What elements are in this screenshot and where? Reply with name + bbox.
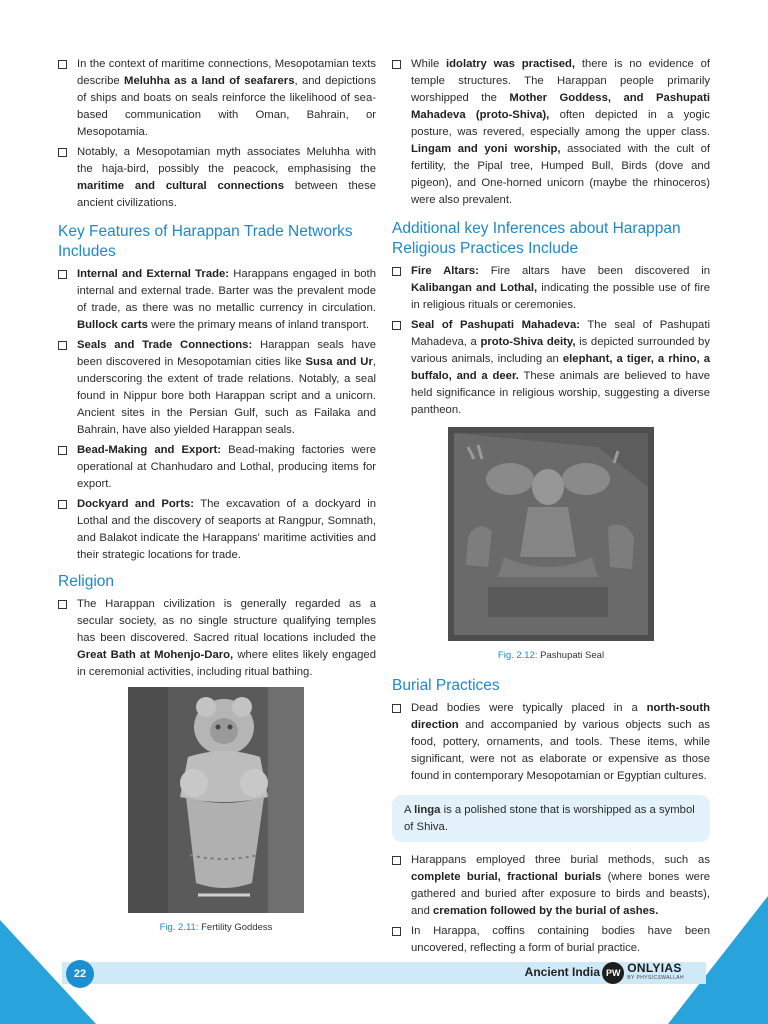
figure-caption (128, 919, 304, 936)
fertility-goddess-image (128, 687, 304, 913)
bold-text: Kalibangan and Lothal, (411, 282, 538, 294)
checkbox-bullet-icon (392, 321, 401, 330)
pw-badge-icon: PW (602, 962, 624, 984)
checkbox-bullet-icon (58, 341, 67, 350)
bullet-item (392, 56, 710, 209)
figure-label: Fig. 2.11: (159, 922, 199, 933)
checkbox-bullet-icon (392, 704, 401, 713)
right-column (392, 56, 710, 960)
page-number: 22 (66, 960, 94, 988)
body-text: These animals are believed to have held significance in religious worship, suggesting a diverse pantheon. (411, 370, 710, 416)
body-text: The seal of Pashupati Mahadeva, a (411, 319, 710, 348)
linga-note-box (392, 795, 710, 842)
section-heading-trade: Key Features of Harappan Trade Networks Includes (58, 223, 353, 260)
body-text: indicating the possible use of fire in religious rituals or ceremonies. (411, 282, 710, 311)
bullet-item (58, 442, 376, 493)
note-text-pre: A (404, 804, 415, 816)
section-heading-inferences: Additional key Inferences about Harappan Religious Practices Include (392, 220, 681, 257)
bullet-item (392, 317, 710, 419)
section-heading-religion: Religion (58, 573, 115, 590)
bold-text: Seal of Pashupati Mahadeva: (411, 319, 581, 331)
body-text: often depicted in a yogic posture, was revered, especially among the upper class. (411, 109, 710, 138)
checkbox-bullet-icon (392, 927, 401, 936)
book-title: Ancient India (524, 965, 600, 979)
body-text: Harappans engaged in both internal and external trade. Barter was the prevalent mode of trade, as there was no metallic currency in circulation. (77, 268, 376, 314)
brand-logo (602, 960, 684, 986)
body-text: (where bones were gathered and buried after exposure to birds and beasts), and (411, 871, 711, 917)
body-text: Harappan seals have been discovered in Mesopotamian cities like (77, 339, 376, 368)
bullet-list (58, 56, 376, 212)
body-text: , underscoring the extent of trade relations. Notably, a seal found in Nippur bore both Harappan script and a unicorn. Ancient sites in the Persian Gulf, such as Failaka and Bahrain, have also yielded Harappan seals. (77, 356, 376, 436)
section-heading-burial: Burial Practices (392, 677, 500, 694)
pashupati-seal-image (448, 427, 654, 641)
checkbox-bullet-icon (58, 446, 67, 455)
checkbox-bullet-icon (58, 270, 67, 279)
checkbox-bullet-icon (58, 600, 67, 609)
bold-text: Dockyard and Ports: (77, 498, 195, 510)
bullet-item (58, 496, 376, 564)
figure-fertility-goddess (58, 687, 376, 936)
brand-name: ONLYIAS (627, 961, 682, 975)
bold-text: Mother Goddess, and Pashupati Mahadeva (proto-Shiva), (411, 92, 710, 121)
note-text-bold: linga (414, 804, 441, 816)
bold-text: idolatry was practised, (446, 58, 576, 70)
bold-text: complete burial, fractional burials (411, 871, 602, 883)
bullet-item (392, 852, 710, 920)
bold-text: Susa and Ur (305, 356, 373, 368)
checkbox-bullet-icon (392, 267, 401, 276)
bold-text: Bead-Making and Export: (77, 444, 222, 456)
bullet-item (58, 144, 376, 212)
bullet-item (392, 263, 710, 314)
bold-text: cremation followed by the burial of ashes. (433, 905, 659, 917)
checkbox-bullet-icon (58, 500, 67, 509)
bold-text: Seals and Trade Connections: (77, 339, 253, 351)
body-text: Fire altars have been discovered in (478, 265, 710, 277)
bullet-item (58, 266, 376, 334)
bullet-item (58, 596, 376, 681)
body-text: where elites likely engaged in ceremonial activities, including ritual bathing. (77, 649, 376, 678)
note-text-post: is a polished stone that is worshipped as a symbol of Shiva. (404, 804, 695, 833)
bold-text: Lingam and yoni worship, (411, 143, 561, 155)
bold-text: Internal and External Trade: (77, 268, 230, 280)
bold-text: north-south direction (411, 702, 710, 731)
checkbox-bullet-icon (392, 60, 401, 69)
body-text: and accompanied by various objects such as food, pottery, ornaments, and tools. These items, while significant, were not as elaborate or expensive as those found in contemporary Mesopotamian or Egyptian cultures. (411, 719, 710, 782)
body-text: The excavation of a dockyard in Lothal and the discovery of seaports at Rangpur, Somnath, and Balakot indicate the Harappans' maritime activities and their strategic locations for trade. (77, 498, 376, 561)
bold-text: Fire Altars: (411, 265, 479, 277)
body-text: The Harappan civilization is generally regarded as a secular society, as no single structure qualifying temples has been discovered. Sacred ritual locations included the (77, 598, 376, 644)
body-text: Harappans employed three burial methods, such as (411, 854, 710, 866)
bold-text: elephant, a tiger, a rhino, a buffalo, and a deer. (411, 353, 710, 382)
bullet-list (392, 700, 710, 785)
bullet-item (58, 337, 376, 439)
bold-text: maritime and cultural connections (77, 180, 284, 192)
bullet-list (392, 263, 710, 419)
checkbox-bullet-icon (392, 856, 401, 865)
body-text: Dead bodies were typically placed in a (411, 702, 647, 714)
figure-caption-text: Pashupati Seal (540, 650, 605, 661)
figure-label: Fig. 2.12: (497, 650, 538, 661)
bullet-item (392, 700, 710, 785)
bold-text: Great Bath at Mohenjo-Daro, (77, 649, 234, 661)
bullet-list (392, 852, 710, 957)
left-column (58, 56, 376, 936)
body-text: associated with the cult of fertility, the Pipal tree, Humped Bull, Birds (dove and pigeon), and One-horned unicorn (maybe the rhinoceros) were also prevalent. (411, 143, 710, 206)
brand-subtitle: BY PHYSICSWALLAH (627, 975, 684, 981)
body-text: In the context of maritime connections, Mesopotamian texts describe (77, 58, 376, 87)
figurine-illustration (128, 687, 304, 913)
seal-illustration (448, 427, 654, 641)
body-text: were the primary means of inland transport. (147, 319, 369, 331)
body-text: Bead-making factories were operational at Chanhudaro and Lothal, producing items for export. (77, 444, 376, 490)
figure-caption-text: Fertility Goddess (201, 922, 273, 933)
body-text: , and depictions of ships and boats on seals reinforce the likelihood of sea-based communication with Oman, Bahrain, or Mesopotamia. (77, 75, 376, 138)
bullet-item (392, 923, 710, 957)
figure-caption (448, 647, 654, 664)
body-text: In Harappa, coffins containing bodies have been uncovered, reflecting a form of burial practice. (411, 925, 710, 954)
bullet-list (392, 56, 710, 209)
bold-text: proto-Shiva deity, (480, 336, 576, 348)
checkbox-bullet-icon (58, 60, 67, 69)
figure-pashupati-seal (392, 427, 710, 664)
bold-text: Bullock carts (77, 319, 148, 331)
body-text: there is no evidence of temple structures. The Harappan people primarily worshipped the (411, 58, 710, 104)
checkbox-bullet-icon (58, 148, 67, 157)
bullet-item (58, 56, 376, 141)
body-text: Notably, a Mesopotamian myth associates Meluhha with the haja-bird, possibly the peacock, emphasising the (77, 146, 376, 175)
body-text: While (411, 58, 447, 70)
body-text: is depicted surrounded by various animals, including an (411, 336, 710, 365)
body-text: between these ancient civilizations. (77, 180, 376, 209)
bold-text: Meluhha as a land of seafarers (124, 75, 295, 87)
bullet-list (58, 266, 376, 564)
bullet-list (58, 596, 376, 681)
